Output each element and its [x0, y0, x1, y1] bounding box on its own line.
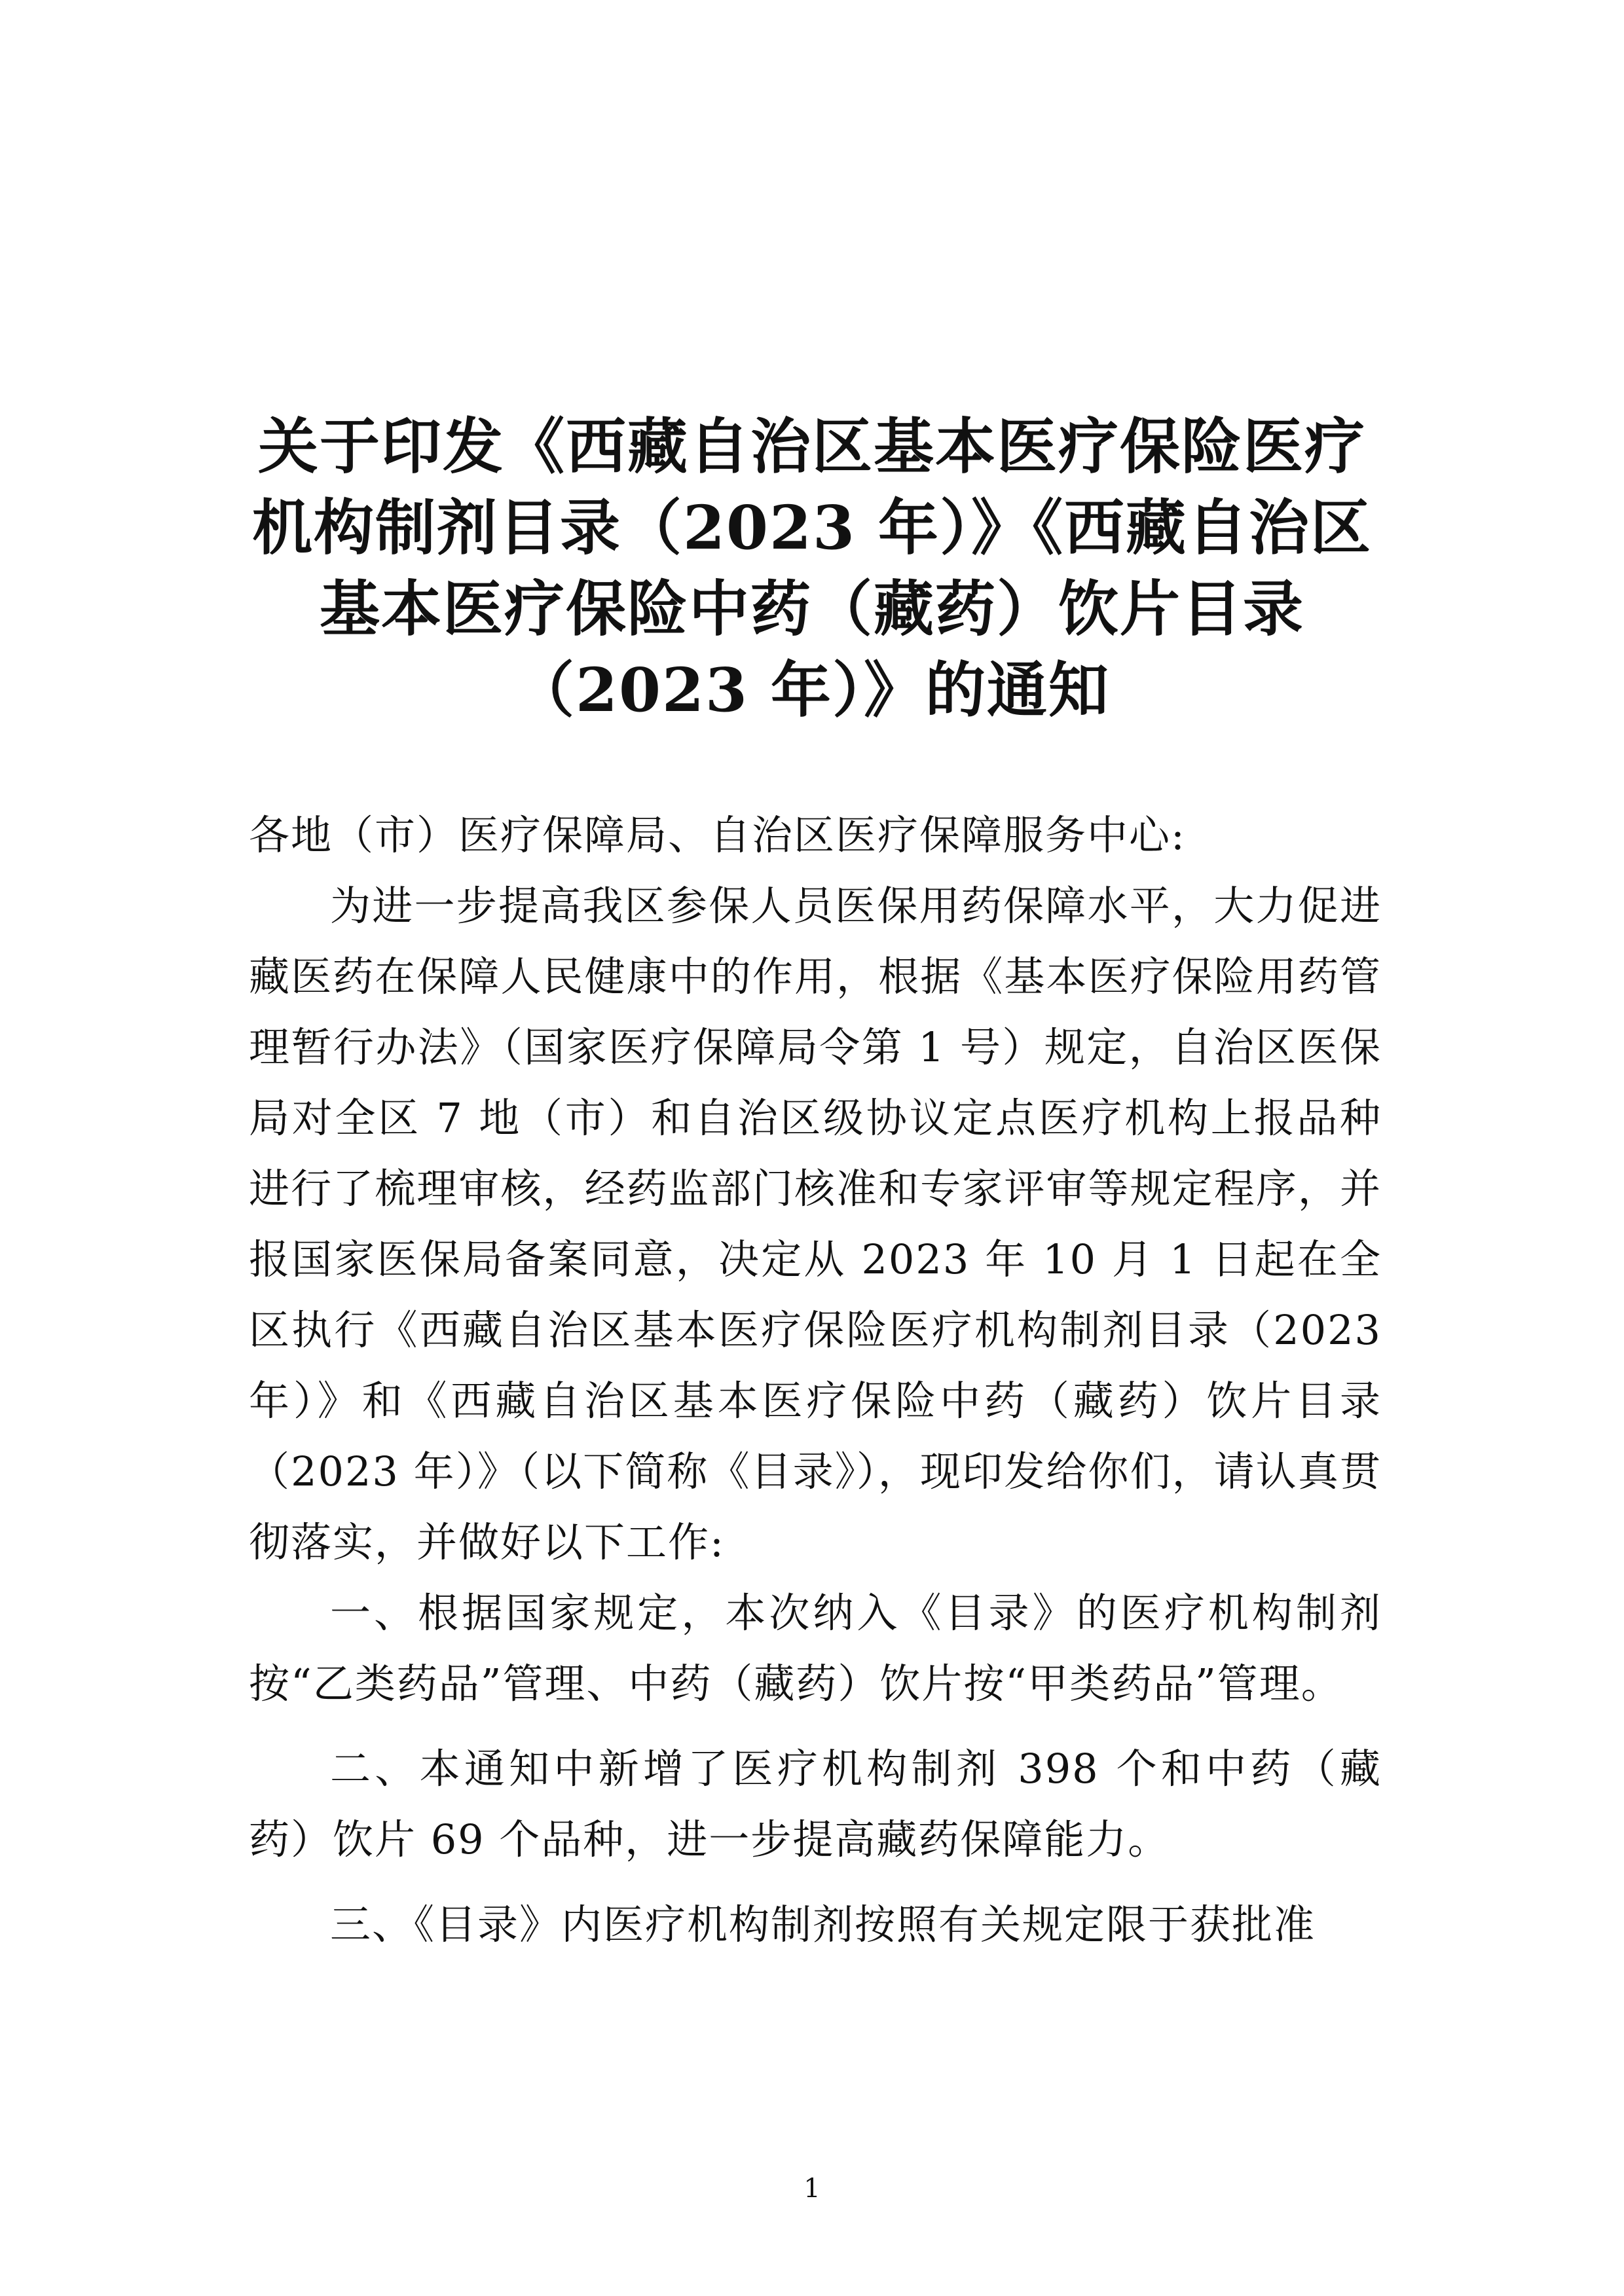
- title-line-2: 机构制剂目录（2023 年）》《西藏自治区: [251, 492, 1373, 563]
- title-line-1: 关于印发《西藏自治区基本医疗保险医疗: [257, 411, 1366, 482]
- paragraph-item-3: 三、《目录》内医疗机构制剂按照有关规定限于获批准: [330, 1901, 1316, 1948]
- page-number: 1: [803, 2174, 821, 2204]
- paragraph-item-2: 二、本通知中新增了医疗机构制剂 398 个和中药（藏药）饮片 69 个品种，进一步提高藏药保障能力。: [249, 1745, 1382, 1863]
- document-title: [196, 406, 1428, 731]
- paragraph-item-1: 一、根据国家规定，本次纳入《目录》的医疗机构制剂按“乙类药品”管理、中药（藏药）饮片按“甲类药品”管理。: [249, 1589, 1382, 1707]
- salutation: 各地（市）医疗保障局、自治区医疗保障服务中心:: [249, 811, 1186, 859]
- paragraph-intro: 为进一步提高我区参保人员医保用药保障水平，大力促进藏医药在保障人民健康中的作用，根据《基本医疗保险用药管理暂行办法》（国家医疗保障局令第 1 号）规定，自治区医保局对全区 7 地（市）和自治区级协议定点医疗机构上报品种进行了梳理审核，经药监部门核准和专家评审等规定程序，并报国家医保局备案同意，决定从 2023 年 10 月 1 日起在全区执行《西藏自治区基本医疗保险医疗机构制剂目录（2023 年）》和《西藏自治区基本医疗保险中药（藏药）饮片目录（2023 年）》（以下简称《目录》），现印发给你们，请认真贯彻落实，并做好以下工作:: [249, 882, 1382, 1566]
- title-line-3: 基本医疗保险中药（藏药）饮片目录: [319, 574, 1304, 644]
- document-body: [249, 800, 1382, 1960]
- title-line-4: （2023 年）》的通知: [513, 655, 1111, 725]
